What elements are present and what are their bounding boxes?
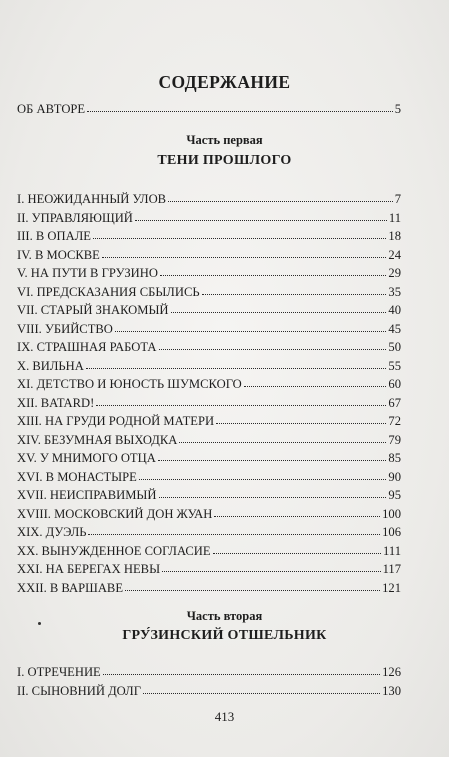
entry-label: I. ОТРЕЧЕНИЕ xyxy=(17,665,101,679)
dot-leader xyxy=(159,339,387,350)
entry-label: XXII. В ВАРШАВЕ xyxy=(17,580,124,595)
entry-label: III. В ОПАЛЕ xyxy=(17,229,91,243)
toc-entry[interactable] xyxy=(17,228,401,244)
entry-label: I. НЕОЖИДАННЫЙ УЛОВ xyxy=(17,192,167,206)
toc-entry[interactable] xyxy=(17,376,401,392)
entry-label: VI. ПРЕДСКАЗАНИЯ СБЫЛИСЬ xyxy=(17,284,200,299)
entry-page-number: 11 xyxy=(388,210,401,225)
entry-label: XX. ВЫНУЖДЕННОЕ СОГЛАСИЕ xyxy=(17,543,211,558)
entry-label: II. СЫНОВНИЙ ДОЛГ xyxy=(17,684,141,698)
toc-entry[interactable] xyxy=(17,339,401,355)
dot-leader xyxy=(158,450,387,461)
dot-leader xyxy=(216,413,386,424)
entry-page-number: 5 xyxy=(394,102,401,116)
entry-page-number: 24 xyxy=(388,247,401,262)
toc-entry[interactable] xyxy=(17,358,401,374)
entry-label: XVII. НЕИСПРАВИМЫЙ xyxy=(17,488,157,502)
toc-entry[interactable] xyxy=(17,302,401,318)
dot-leader xyxy=(102,247,387,258)
toc-entry[interactable] xyxy=(17,247,401,263)
entry-label: VII. СТАРЫЙ ЗНАКОМЫЙ xyxy=(17,303,169,317)
dot-leader xyxy=(139,469,387,480)
entry-page-number: 90 xyxy=(388,469,401,484)
toc-entry[interactable] xyxy=(17,561,401,577)
toc-entry[interactable] xyxy=(17,191,401,207)
entry-label: XVI. В МОНАСТЫРЕ xyxy=(17,469,137,484)
toc-entry[interactable] xyxy=(17,413,401,429)
entry-page-number: 35 xyxy=(388,284,401,299)
toc-entry[interactable] xyxy=(17,432,401,448)
dot-leader xyxy=(159,487,387,498)
entry-page-number: 111 xyxy=(383,543,401,558)
dot-leader xyxy=(103,664,380,675)
entry-label: XXI. НА БЕРЕГАХ НЕВЫ xyxy=(17,562,161,576)
dot-leader xyxy=(87,101,393,112)
toc-entry-about-author[interactable] xyxy=(17,101,401,117)
entry-label: VIII. УБИЙСТВО xyxy=(17,321,113,336)
entry-label: V. НА ПУТИ В ГРУЗИНО xyxy=(17,266,158,280)
entry-label: XIV. БЕЗУМНАЯ ВЫХОДКА xyxy=(17,432,178,447)
toc-entry[interactable] xyxy=(17,450,401,466)
part-one-title: ТЕНИ ПРОШЛОГО xyxy=(157,153,292,168)
entry-page-number: 85 xyxy=(388,451,401,465)
entry-label: IX. СТРАШНАЯ РАБОТА xyxy=(17,340,157,354)
dot-leader xyxy=(135,210,387,221)
entry-page-number: 60 xyxy=(388,377,401,391)
dot-leader xyxy=(162,561,381,572)
entry-label: XIX. ДУЭЛЬ xyxy=(17,525,87,539)
entry-page-number: 18 xyxy=(388,229,401,243)
toc-entry[interactable] xyxy=(17,506,401,522)
part-two-title: ГРУ́ЗИНСКИЙ ОТШЕЛЬНИК xyxy=(122,628,327,643)
page-number: 413 xyxy=(214,709,235,724)
entry-page-number: 121 xyxy=(382,580,401,595)
toc-entry[interactable] xyxy=(17,210,401,226)
part-one-label: Часть первая xyxy=(186,133,263,147)
dot-leader xyxy=(93,228,386,239)
entry-page-number: 130 xyxy=(382,684,401,698)
entry-label: XII. BATARD! xyxy=(17,395,95,410)
dot-leader xyxy=(168,191,393,202)
dot-leader xyxy=(179,432,386,443)
dot-leader xyxy=(171,302,387,313)
entry-page-number: 29 xyxy=(388,266,401,280)
dot-leader xyxy=(143,683,380,694)
entry-page-number: 45 xyxy=(388,321,401,336)
entry-page-number: 117 xyxy=(382,562,401,576)
entry-label: IV. В МОСКВЕ xyxy=(17,247,100,262)
toc-entry[interactable] xyxy=(17,265,401,281)
dot-leader xyxy=(86,358,387,369)
part-two-label: Часть вторая xyxy=(186,609,263,623)
entry-label: XV. У МНИМОГО ОТЦА xyxy=(17,451,156,465)
toc-entry[interactable] xyxy=(17,580,401,596)
toc-entry[interactable] xyxy=(17,543,401,559)
entry-page-number: 106 xyxy=(382,525,401,539)
entry-page-number: 126 xyxy=(382,665,401,679)
entry-label: XI. ДЕТСТВО И ЮНОСТЬ ШУМСКОГО xyxy=(17,377,242,391)
toc-entry[interactable] xyxy=(17,395,401,411)
toc-entry[interactable] xyxy=(17,321,401,337)
entry-page-number: 100 xyxy=(382,506,401,521)
entry-label: ОБ АВТОРЕ xyxy=(17,102,86,116)
dot-leader xyxy=(125,580,380,591)
entry-page-number: 50 xyxy=(388,340,401,354)
toc-entry[interactable] xyxy=(17,469,401,485)
entry-page-number: 95 xyxy=(388,488,401,502)
dot-leader xyxy=(214,506,380,517)
toc-entry[interactable] xyxy=(17,524,401,540)
dot-leader xyxy=(115,321,387,332)
entry-label: XVIII. МОСКОВСКИЙ ДОН ЖУАН xyxy=(17,506,213,521)
toc-entry[interactable] xyxy=(17,487,401,503)
dot-leader xyxy=(213,543,381,554)
entry-page-number: 55 xyxy=(388,358,401,373)
dot-leader xyxy=(202,284,387,295)
entry-page-number: 40 xyxy=(388,303,401,317)
entry-page-number: 67 xyxy=(388,395,401,410)
toc-entry[interactable] xyxy=(17,664,401,680)
dot-leader xyxy=(96,395,386,406)
entry-page-number: 7 xyxy=(394,192,401,206)
dot-leader xyxy=(160,265,386,276)
dot-leader xyxy=(244,376,387,387)
dot-leader xyxy=(88,524,380,535)
entry-label: XIII. НА ГРУДИ РОДНОЙ МАТЕРИ xyxy=(17,414,215,428)
entry-page-number: 72 xyxy=(388,414,401,428)
toc-entry[interactable] xyxy=(17,683,401,699)
entry-label: II. УПРАВЛЯЮЩИЙ xyxy=(17,210,133,225)
toc-entry[interactable] xyxy=(17,284,401,300)
entry-page-number: 79 xyxy=(388,432,401,447)
print-speck xyxy=(38,622,41,625)
entry-label: X. ВИЛЬНА xyxy=(17,358,84,373)
contents-heading: СОДЕРЖАНИЕ xyxy=(158,72,291,92)
